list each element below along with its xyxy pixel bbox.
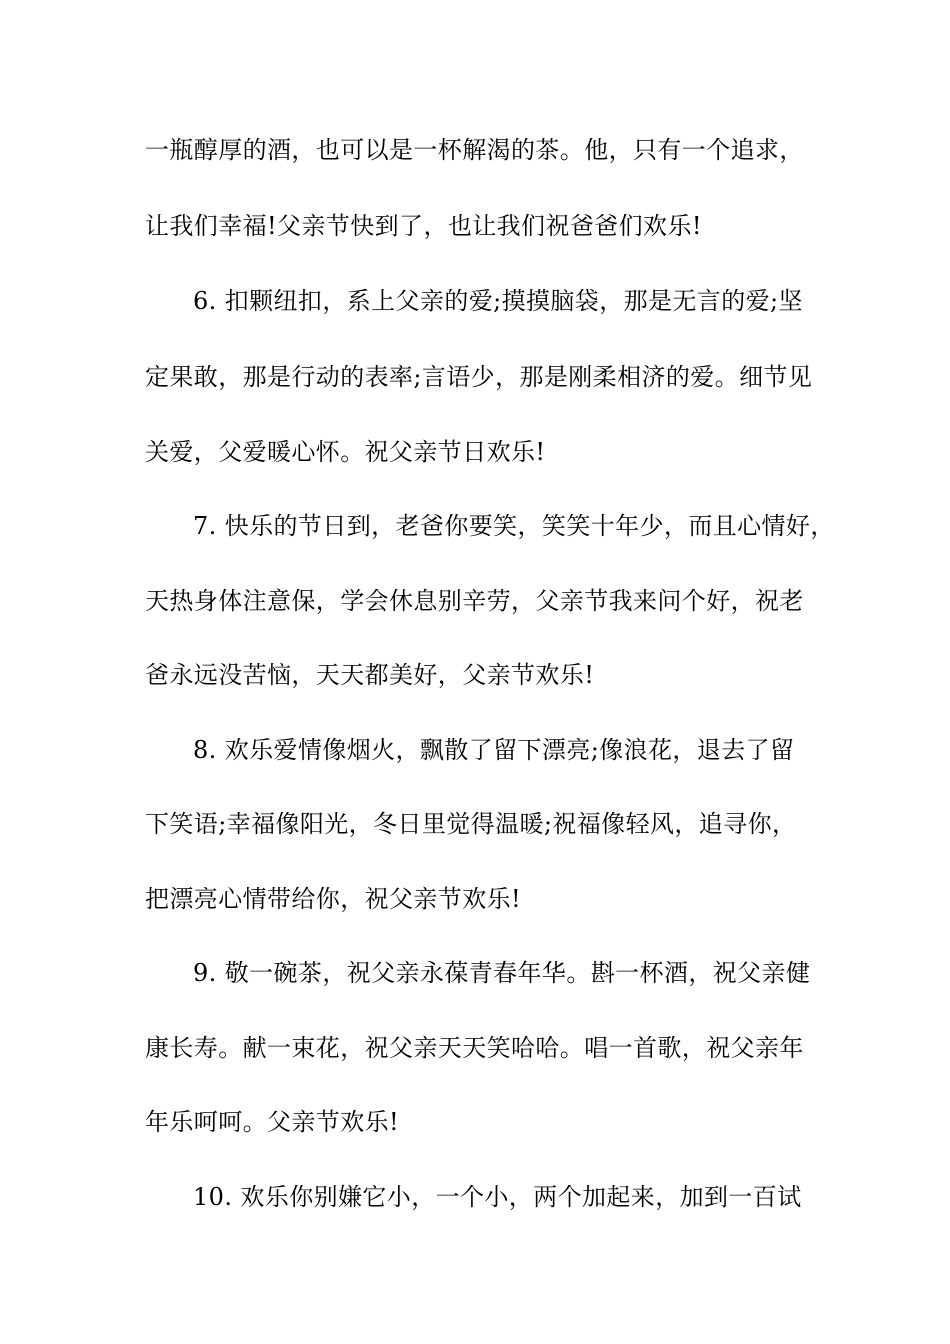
text-line: 年乐呵呵。父亲节欢乐! bbox=[145, 1108, 400, 1136]
text-line: 下笑语;幸福像阳光，冬日里觉得温暖;祝福像轻风，追寻你， bbox=[145, 810, 797, 838]
text-line: 把漂亮心情带给你，祝父亲节欢乐! bbox=[145, 885, 522, 913]
text-line: 让我们幸福!父亲节快到了，也让我们祝爸爸们欢乐! bbox=[145, 212, 702, 240]
paragraph-7-line: 7. 快乐的节日到，老爸你要笑，笑笑十年少，而且心情好， bbox=[193, 512, 835, 540]
paragraph-9-line: 9. 敬一碗茶，祝父亲永葆青春年华。斟一杯酒，祝父亲健 bbox=[193, 959, 811, 987]
text-line: 爸永远没苦恼，天天都美好，父亲节欢乐! bbox=[145, 661, 595, 689]
text-line: 康长寿。献一束花，祝父亲天天笑哈哈。唱一首歌，祝父亲年 bbox=[145, 1034, 804, 1062]
paragraph-10-line: 10. 欢乐你别嫌它小，一个小，两个加起来，加到一百试 bbox=[193, 1183, 802, 1211]
text-line: 定果敢，那是行动的表率;言语少，那是刚柔相济的爱。细节见 bbox=[145, 363, 813, 391]
text-line: 关爱，父爱暖心怀。祝父亲节日欢乐! bbox=[145, 438, 546, 466]
paragraph-6-line: 6. 扣颗纽扣，系上父亲的爱;摸摸脑袋，那是无言的爱;坚 bbox=[193, 287, 803, 315]
text-line: 天热身体注意保，学会休息别辛劳，父亲节我来问个好，祝老 bbox=[145, 587, 804, 615]
text-line: 一瓶醇厚的酒，也可以是一杯解渴的茶。他，只有一个追求， bbox=[145, 136, 804, 164]
paragraph-8-line: 8. 欢乐爱情像烟火，飘散了留下漂亮;像浪花，退去了留 bbox=[193, 736, 795, 764]
